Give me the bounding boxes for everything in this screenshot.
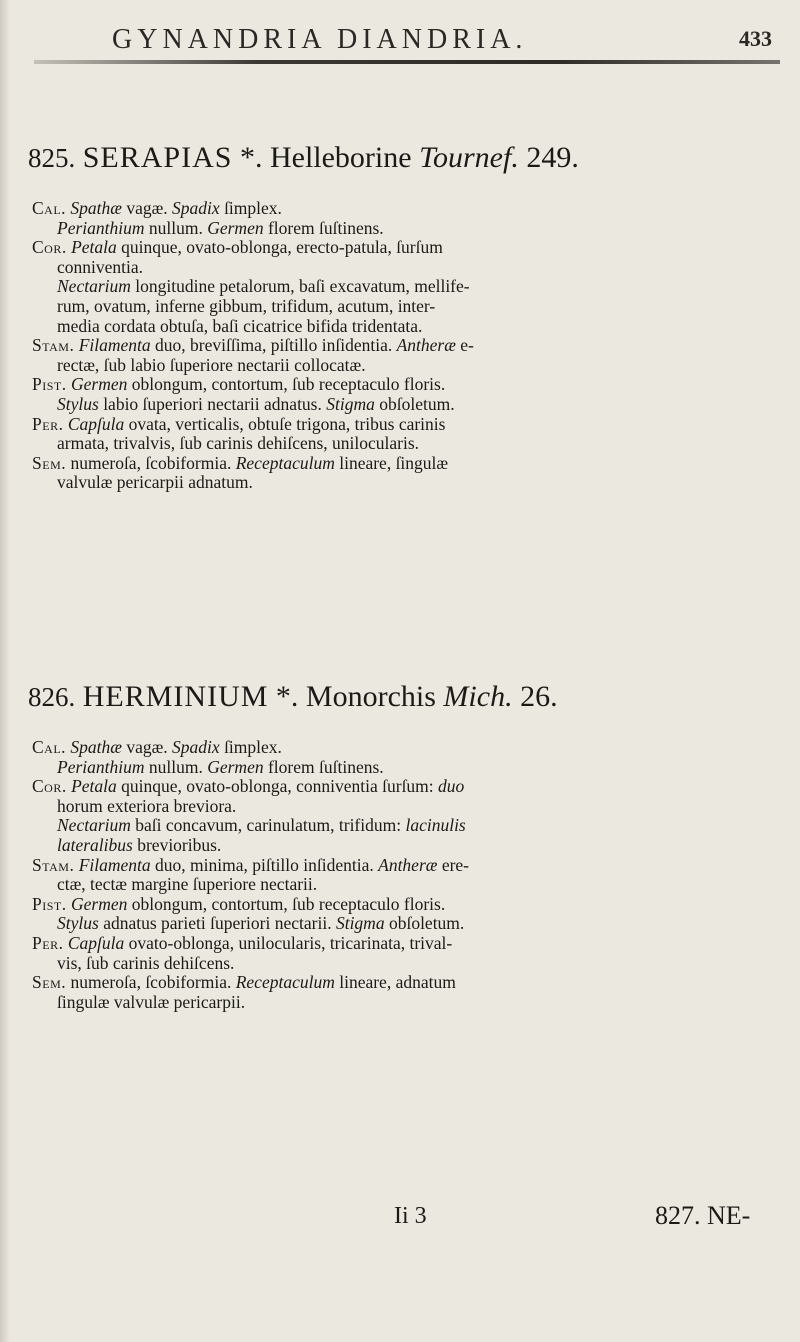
line-text: armata, trivalvis, ſub carinis dehiſcens, unilocularis.: [57, 433, 420, 454]
italic-term: Germen: [70, 374, 128, 395]
organ-label: Cor.: [32, 776, 67, 797]
line-text: nullum.: [144, 217, 208, 238]
entry-description-826: [32, 738, 792, 1012]
description-line: [32, 758, 792, 778]
italic-term: Spadix: [172, 737, 220, 757]
line-text: ſimplex.: [219, 737, 282, 757]
italic-term: Perianthium: [57, 217, 145, 238]
line-text: horum exteriora breviora.: [57, 795, 237, 816]
entry-description-825: [32, 199, 792, 493]
running-head-title: GYNANDRIA DIANDRIA.: [112, 24, 528, 55]
italic-term: lateralibus: [57, 834, 133, 855]
line-text: florem ſuſtinens.: [263, 756, 384, 777]
italic-term: Receptaculum: [235, 452, 335, 473]
line-text: ſimplex.: [219, 198, 282, 218]
description-line: [32, 375, 792, 395]
italic-term: duo: [438, 776, 465, 797]
entry-number: 826.: [28, 682, 76, 712]
description-line: [32, 914, 792, 934]
line-text: valvulæ pericarpii adnatum.: [57, 472, 253, 493]
organ-label: Cor.: [32, 237, 67, 258]
line-text: labio ſuperiori nectarii adnatus.: [98, 393, 327, 414]
description-line: [32, 993, 792, 1013]
description-line: [32, 738, 792, 758]
line-text: obſoletum.: [374, 393, 455, 414]
line-text: obſoletum.: [384, 913, 465, 934]
line-text: rectæ, ſub labio ſuperiore nectarii collocatæ.: [57, 354, 366, 375]
italic-term: Germen: [70, 893, 128, 914]
organ-label: Stam.: [32, 854, 75, 875]
organ-label: Per.: [32, 932, 64, 953]
italic-term: Filamenta: [78, 335, 151, 356]
line-text: lineare, adnatum: [334, 972, 456, 993]
italic-term: Stylus: [57, 913, 99, 934]
description-line: [32, 199, 792, 219]
synonym-author: Tournef.: [419, 141, 519, 174]
description-line: [32, 356, 792, 376]
line-text: quinque, ovato-oblonga, conniventia ſurſum:: [116, 776, 439, 797]
italic-term: Spadix: [172, 198, 220, 218]
italic-term: Stigma: [326, 393, 375, 414]
description-line: [32, 473, 792, 493]
description-line: [32, 816, 792, 836]
line-text: lineare, ſingulæ: [334, 452, 449, 473]
line-text: quinque, ovato-oblonga, erecto-patula, ſurſum: [116, 237, 443, 258]
synonym-author: Mich.: [443, 680, 513, 713]
description-line: [32, 219, 792, 239]
organ-label: Sem.: [32, 452, 67, 473]
description-line: [32, 277, 792, 297]
description-line: [32, 317, 792, 337]
italic-term: Spathæ: [70, 737, 122, 757]
italic-term: Receptaculum: [235, 972, 335, 993]
synonym-name: Helleborine: [269, 141, 412, 174]
italic-term: Nectarium: [57, 815, 131, 836]
organ-label: Pist.: [32, 374, 67, 395]
line-text: nullum.: [144, 756, 208, 777]
organ-label: Cal.: [32, 737, 67, 757]
description-line: [32, 258, 792, 278]
line-text: ovato-oblonga, unilocularis, tricarinata, trival-: [124, 932, 453, 953]
italic-term: Antheræ: [378, 854, 438, 875]
description-line: [32, 336, 792, 356]
synonym-reference: 26.: [520, 680, 558, 713]
description-line: [32, 238, 792, 258]
description-line: [32, 895, 792, 915]
description-line: [32, 454, 792, 474]
page-edge-shadow: [0, 0, 10, 1342]
line-text: ſingulæ valvulæ pericarpii.: [57, 991, 246, 1012]
italic-term: Capſula: [67, 932, 125, 953]
italic-term: Stigma: [335, 913, 385, 934]
line-text: rum, ovatum, inferne gibbum, trifidum, acutum, inter-: [57, 295, 436, 316]
line-text: duo, minima, piſtillo inſidentia.: [150, 854, 379, 875]
description-line: [32, 395, 792, 415]
line-text: e-: [455, 335, 474, 356]
entry-heading-826: [28, 680, 558, 714]
line-text: ere-: [437, 854, 470, 875]
page-number: 433: [739, 26, 772, 51]
italic-term: Perianthium: [57, 756, 145, 777]
entry-mark: *.: [275, 680, 299, 713]
description-line: [32, 875, 792, 895]
line-text: numeroſa, ſcobiformia.: [70, 452, 236, 473]
entry-heading-825: [28, 141, 579, 175]
synonym-name: Monorchis: [305, 680, 436, 713]
line-text: numeroſa, ſcobiformia.: [70, 972, 236, 993]
line-text: adnatus parieti ſuperiori nectarii.: [98, 913, 336, 934]
genus-name: HERMINIUM: [82, 680, 269, 713]
italic-term: Capſula: [67, 413, 125, 434]
line-text: vagæ.: [121, 737, 173, 757]
italic-term: Stylus: [57, 393, 99, 414]
line-text: longitudine petalorum, baſi excavatum, mellife-: [130, 276, 470, 297]
line-text: florem ſuſtinens.: [263, 217, 384, 238]
line-text: conniventia.: [57, 256, 144, 277]
description-line: [32, 973, 792, 993]
genus-name: SERAPIAS: [82, 141, 233, 174]
entry-mark: *.: [239, 141, 263, 174]
organ-label: Per.: [32, 413, 64, 434]
italic-term: Spathæ: [70, 198, 122, 218]
line-text: oblongum, contortum, ſub receptaculo floris.: [127, 893, 446, 914]
description-line: [32, 856, 792, 876]
line-text: vagæ.: [121, 198, 173, 218]
signature-mark: Ii 3: [394, 1203, 427, 1229]
entry-number: 825.: [28, 143, 76, 173]
description-line: [32, 954, 792, 974]
organ-label: Cal.: [32, 198, 67, 218]
italic-term: Filamenta: [78, 854, 151, 875]
description-line: [32, 415, 792, 435]
line-text: duo, breviſſima, piſtillo inſidentia.: [150, 335, 397, 356]
line-text: brevioribus.: [132, 834, 222, 855]
italic-term: Petala: [71, 237, 117, 258]
synonym-reference: 249.: [526, 141, 579, 174]
organ-label: Sem.: [32, 972, 67, 993]
line-text: ctæ, tectæ margine ſuperiore nectarii.: [57, 874, 318, 895]
italic-term: Nectarium: [57, 276, 131, 297]
running-head: [0, 14, 800, 54]
italic-term: Petala: [71, 776, 117, 797]
description-line: [32, 797, 792, 817]
italic-term: Germen: [207, 756, 264, 777]
line-text: oblongum, contortum, ſub receptaculo floris.: [127, 374, 446, 395]
description-line: [32, 434, 792, 454]
description-line: [32, 297, 792, 317]
catchword: 827. NE-: [655, 1201, 751, 1230]
italic-term: Germen: [207, 217, 264, 238]
italic-term: lacinulis: [405, 815, 466, 836]
line-text: ovata, verticalis, obtuſe trigona, tribus carinis: [124, 413, 446, 434]
description-line: [32, 836, 792, 856]
line-text: baſi concavum, carinulatum, trifidum:: [130, 815, 406, 836]
organ-label: Stam.: [32, 335, 75, 356]
description-line: [32, 934, 792, 954]
description-line: [32, 777, 792, 797]
line-text: vis, ſub carinis dehiſcens.: [57, 952, 235, 973]
line-text: media cordata obtuſa, baſi cicatrice bifida tridentata.: [57, 315, 423, 336]
italic-term: Antheræ: [396, 335, 456, 356]
page-footer: [0, 1193, 800, 1253]
header-rule: [34, 60, 780, 64]
organ-label: Pist.: [32, 893, 67, 914]
